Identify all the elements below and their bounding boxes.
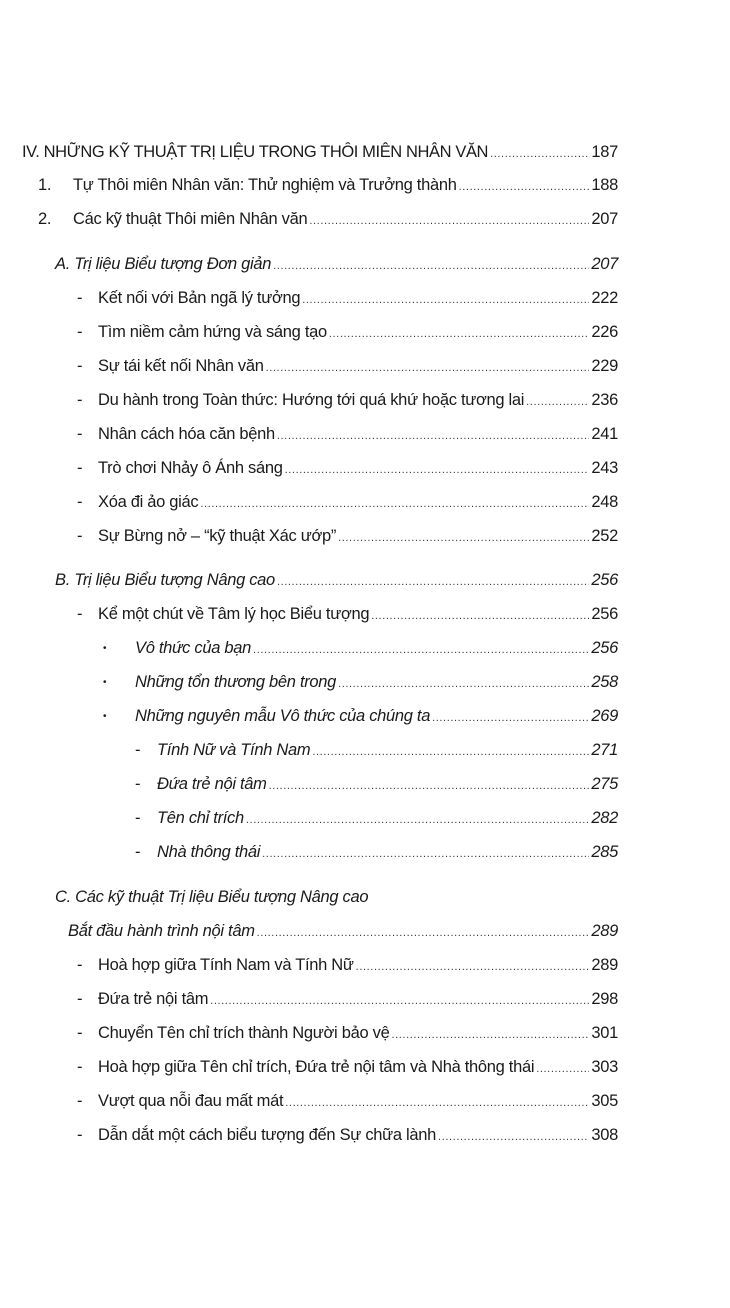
- toc-entry: [77, 459, 618, 483]
- toc-entry-page-number: 289: [591, 956, 618, 974]
- dot-leader: [338, 678, 589, 690]
- toc-entry: [77, 1024, 618, 1048]
- dot-leader: [309, 215, 589, 227]
- toc-entry-page-number: 236: [591, 391, 618, 409]
- toc-entry-page-number: 303: [591, 1058, 618, 1076]
- toc-entry-marker: -: [77, 956, 83, 974]
- toc-entry-title: Tìm niềm cảm hứng và sáng tạo: [98, 323, 327, 341]
- toc-entry-page-number: 241: [591, 425, 618, 443]
- dot-leader: [262, 848, 589, 860]
- dot-leader: [312, 746, 589, 758]
- dot-leader: [277, 576, 589, 588]
- toc-entry-title: Chuyển Tên chỉ trích thành Người bảo vệ: [98, 1024, 390, 1042]
- toc-entry-page-number: 207: [591, 255, 618, 273]
- toc-entry: [77, 289, 618, 313]
- toc-entry: [22, 143, 618, 167]
- toc-entry-marker: 2.: [38, 210, 52, 228]
- toc-entry-title: Tên chỉ trích: [157, 809, 244, 827]
- dot-leader: [432, 712, 589, 724]
- toc-entry: [77, 1092, 618, 1116]
- toc-entry: [103, 707, 618, 731]
- dot-leader: [266, 362, 590, 374]
- toc-entry: [55, 255, 618, 279]
- toc-entry-marker: -: [135, 775, 141, 793]
- toc-entry-title: Kết nối với Bản ngã lý tưởng: [98, 289, 301, 307]
- dot-leader: [356, 961, 590, 973]
- toc-entry-marker: -: [77, 459, 83, 477]
- toc-entry-page-number: 256: [591, 571, 618, 589]
- toc-entry-title: B. Trị liệu Biểu tượng Nâng cao: [55, 571, 275, 589]
- toc-entry-marker: -: [77, 357, 83, 375]
- dot-leader: [200, 498, 589, 510]
- toc-entry: [103, 673, 618, 697]
- toc-entry-page-number: 226: [591, 323, 618, 341]
- toc-entry-marker: -: [77, 493, 83, 511]
- dot-leader: [269, 780, 590, 792]
- toc-entry-title: Hoà hợp giữa Tên chỉ trích, Đứa trẻ nội tâm và Nhà thông thái: [98, 1058, 535, 1076]
- toc-entry-title: A. Trị liệu Biểu tượng Đơn giản: [55, 255, 272, 273]
- dot-leader: [459, 181, 590, 193]
- toc-entry-page-number: 248: [591, 493, 618, 511]
- dot-leader: [246, 814, 589, 826]
- dot-leader: [210, 995, 589, 1007]
- toc-entry-title: Những tổn thương bên trong: [135, 673, 337, 691]
- toc-entry-marker: •: [103, 643, 107, 654]
- dot-leader: [277, 430, 589, 442]
- toc-entry-marker: •: [103, 711, 107, 722]
- toc-entry-title: Tính Nữ và Tính Nam: [157, 741, 311, 759]
- toc-entry: [55, 888, 618, 912]
- toc-entry-marker: -: [135, 843, 141, 861]
- toc-entry-page-number: 269: [591, 707, 618, 725]
- toc-entry-title: Du hành trong Toàn thức: Hướng tới quá khứ hoặc tương lai: [98, 391, 525, 409]
- dot-leader: [257, 927, 590, 939]
- dot-leader: [253, 644, 589, 656]
- toc-entry-title: C. Các kỹ thuật Trị liệu Biểu tượng Nâng cao: [55, 888, 369, 906]
- dot-leader: [438, 1131, 589, 1143]
- toc-entry-title: Dẫn dắt một cách biểu tượng đến Sự chữa lành: [98, 1126, 437, 1144]
- toc-entry-title: Đứa trẻ nội tâm: [98, 990, 209, 1008]
- toc-entry-title: Sự tái kết nối Nhân văn: [98, 357, 264, 375]
- toc-entry-title: Trò chơi Nhảy ô Ánh sáng: [98, 459, 283, 477]
- toc-entry-page-number: 275: [591, 775, 618, 793]
- toc-entry: [135, 775, 618, 799]
- toc-entry: [68, 922, 618, 946]
- toc-entry-page-number: 289: [591, 922, 618, 940]
- toc-entry-title: Nhà thông thái: [157, 843, 261, 861]
- toc-entry-marker: -: [77, 1092, 83, 1110]
- toc-entry-marker: -: [77, 425, 83, 443]
- toc-entry: [135, 843, 618, 867]
- toc-entry-page-number: 271: [591, 741, 618, 759]
- toc-entry-marker: -: [77, 289, 83, 307]
- toc-entry-title: Tự Thôi miên Nhân văn: Thử nghiệm và Trưởng thành: [73, 176, 457, 194]
- toc-entry-marker: -: [77, 323, 83, 341]
- toc-entry-page-number: 282: [591, 809, 618, 827]
- toc-entry-marker: -: [135, 741, 141, 759]
- toc-entry-page-number: 285: [591, 843, 618, 861]
- toc-entry-title: Những nguyên mẫu Vô thức của chúng ta: [135, 707, 431, 725]
- toc-entry-page-number: 187: [591, 143, 618, 161]
- toc-entry-title: Vượt qua nỗi đau mất mát: [98, 1092, 284, 1110]
- toc-entry-page-number: 243: [591, 459, 618, 477]
- toc-entry-title: Kể một chút về Tâm lý học Biểu tượng: [98, 605, 370, 623]
- toc-entry: [77, 1126, 618, 1150]
- dot-leader: [329, 328, 589, 340]
- toc-entry-marker: •: [103, 677, 107, 688]
- toc-entry-page-number: 301: [591, 1024, 618, 1042]
- toc-entry-marker: -: [77, 1126, 83, 1144]
- toc-entry-page-number: 258: [591, 673, 618, 691]
- toc-entry-page-number: 222: [591, 289, 618, 307]
- toc-entry: [77, 357, 618, 381]
- toc-entry-page-number: 229: [591, 357, 618, 375]
- toc-entry-marker: -: [77, 605, 83, 623]
- toc-entry-marker: -: [77, 1024, 83, 1042]
- toc-entry: [38, 176, 618, 200]
- toc-entry: [77, 605, 618, 629]
- toc-entry-marker: -: [135, 809, 141, 827]
- toc-entry: [77, 990, 618, 1014]
- toc-entry: [77, 1058, 618, 1082]
- toc-entry-title: Bắt đầu hành trình nội tâm: [68, 922, 255, 940]
- toc-entry-title: Vô thức của bạn: [135, 639, 252, 657]
- toc-entry-marker: -: [77, 527, 83, 545]
- toc-entry-title: Xóa đi ảo giác: [98, 493, 199, 511]
- dot-leader: [302, 294, 589, 306]
- toc-entry: [55, 571, 618, 595]
- toc-entry-page-number: 256: [591, 605, 618, 623]
- toc-entry-title: Các kỹ thuật Thôi miên Nhân văn: [73, 210, 308, 228]
- toc-entry: [38, 210, 618, 234]
- toc-entry-title: Nhân cách hóa căn bệnh: [98, 425, 275, 443]
- toc-entry: [77, 527, 618, 551]
- toc-entry-page-number: 188: [591, 176, 618, 194]
- toc-entry-title: Đứa trẻ nội tâm: [157, 775, 267, 793]
- toc-entry-page-number: 252: [591, 527, 618, 545]
- toc-entry: [77, 323, 618, 347]
- toc-entry-marker: -: [77, 990, 83, 1008]
- toc-entry: [103, 639, 618, 663]
- toc-entry-page-number: 207: [591, 210, 618, 228]
- toc-entry-title: Sự Bừng nở – “kỹ thuật Xác ướp”: [98, 527, 337, 545]
- dot-leader: [285, 1097, 589, 1109]
- toc-entry-marker: 1.: [38, 176, 52, 194]
- toc-entry: [135, 741, 618, 765]
- toc-entry-title: Hoà hợp giữa Tính Nam và Tính Nữ: [98, 956, 354, 974]
- dot-leader: [526, 396, 589, 408]
- dot-leader: [371, 610, 589, 622]
- toc-entry-page-number: 298: [591, 990, 618, 1008]
- toc-entry: [77, 425, 618, 449]
- toc-entry-title: IV. NHỮNG KỸ THUẬT TRỊ LIỆU TRONG THÔI MIÊN NHÂN VĂN: [22, 143, 489, 161]
- toc-entry: [77, 493, 618, 517]
- toc-entry-page-number: 308: [591, 1126, 618, 1144]
- dot-leader: [273, 260, 589, 272]
- toc-entry-page-number: 305: [591, 1092, 618, 1110]
- toc-entry-marker: -: [77, 1058, 83, 1076]
- dot-leader: [536, 1063, 589, 1075]
- dot-leader: [391, 1029, 589, 1041]
- toc-entry-page-number: 256: [591, 639, 618, 657]
- dot-leader: [338, 532, 589, 544]
- dot-leader: [490, 148, 589, 160]
- toc-entry: [135, 809, 618, 833]
- toc-entry-marker: -: [77, 391, 83, 409]
- dot-leader: [285, 464, 590, 476]
- toc-entry: [77, 391, 618, 415]
- toc-entry: [77, 956, 618, 980]
